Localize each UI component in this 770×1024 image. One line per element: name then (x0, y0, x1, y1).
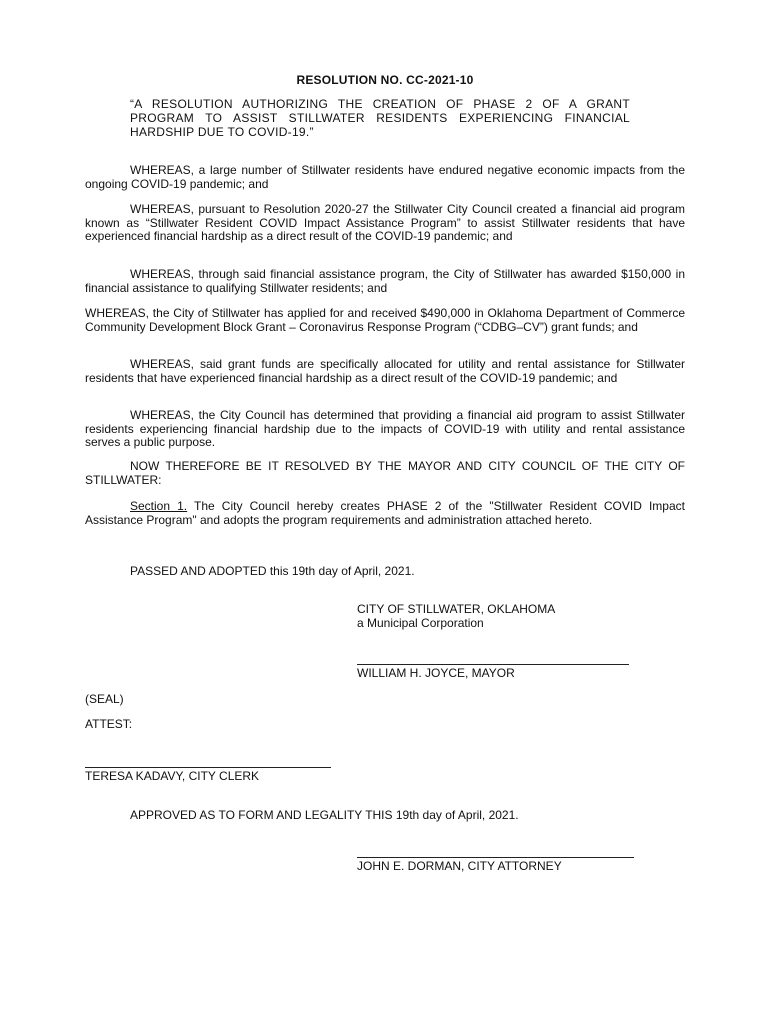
whereas-paragraph-5: WHEREAS, said grant funds are specifically allocated for utility and rental assistance for Stillwater residents that have experienced financial hardship as a direct result of the COVID-19 pandemic; and (85, 357, 685, 385)
clerk-signature-line (85, 767, 331, 768)
city-type: a Municipal Corporation (357, 616, 484, 630)
whereas-paragraph-2: WHEREAS, pursuant to Resolution 2020-27 the Stillwater City Council created a financial aid program known as “Stillwater Resident COVID Impact Assistance Program” to assist Stillwater residents that have experienced financial hardship as a direct result of the COVID-19 pandemic; and (85, 202, 685, 243)
whereas-paragraph-3: WHEREAS, through said financial assistance program, the City of Stillwater has awarded $150,000 in financial assistance to qualifying Stillwater residents; and (85, 267, 685, 295)
passed-adopted-line: PASSED AND ADOPTED this 19th day of April, 2021. (130, 564, 415, 578)
whereas-paragraph-1: WHEREAS, a large number of Stillwater residents have endured negative economic impacts from the ongoing COVID-19 pandemic; and (85, 163, 685, 191)
clerk-signature-label: TERESA KADAVY, CITY CLERK (85, 769, 260, 783)
attorney-signature-line (357, 857, 634, 858)
resolved-paragraph: NOW THEREFORE BE IT RESOLVED BY THE MAYOR AND CITY COUNCIL OF THE CITY OF STILLWATER: (85, 459, 685, 487)
section-1-paragraph: Section 1. The City Council hereby creates PHASE 2 of the "Stillwater Resident COVID Impact Assistance Program" and adopts the program requirements and administration attached hereto. (85, 499, 685, 527)
mayor-signature-label: WILLIAM H. JOYCE, MAYOR (357, 666, 515, 680)
mayor-signature-line (357, 664, 629, 665)
attorney-signature-label: JOHN E. DORMAN, CITY ATTORNEY (357, 859, 562, 873)
attest-label: ATTEST: (85, 717, 133, 731)
resolution-title: RESOLUTION NO. CC-2021-10 (296, 73, 474, 87)
resolution-subtitle: “A RESOLUTION AUTHORIZING THE CREATION OF PHASE 2 OF A GRANT PROGRAM TO ASSIST STILLWATER RESIDENTS EXPERIENCING FINANCIAL HARDSHIP DUE TO COVID-19.” (130, 97, 630, 139)
section-1-label: Section 1. (130, 499, 188, 513)
whereas-paragraph-4: WHEREAS, the City of Stillwater has applied for and received $490,000 in Oklahoma Department of Commerce Community Development Block Grant – Coronavirus Response Program (“CDBG–CV”) grant funds; and (85, 306, 685, 334)
whereas-paragraph-6: WHEREAS, the City Council has determined that providing a financial aid program to assist Stillwater residents experiencing financial hardship due to the impacts of COVID-19 with utility and rental assistance serves a public purpose. (85, 408, 685, 449)
approved-line: APPROVED AS TO FORM AND LEGALITY THIS 19th day of April, 2021. (130, 808, 519, 822)
city-name: CITY OF STILLWATER, OKLAHOMA (357, 602, 556, 616)
seal-label: (SEAL) (85, 692, 124, 706)
